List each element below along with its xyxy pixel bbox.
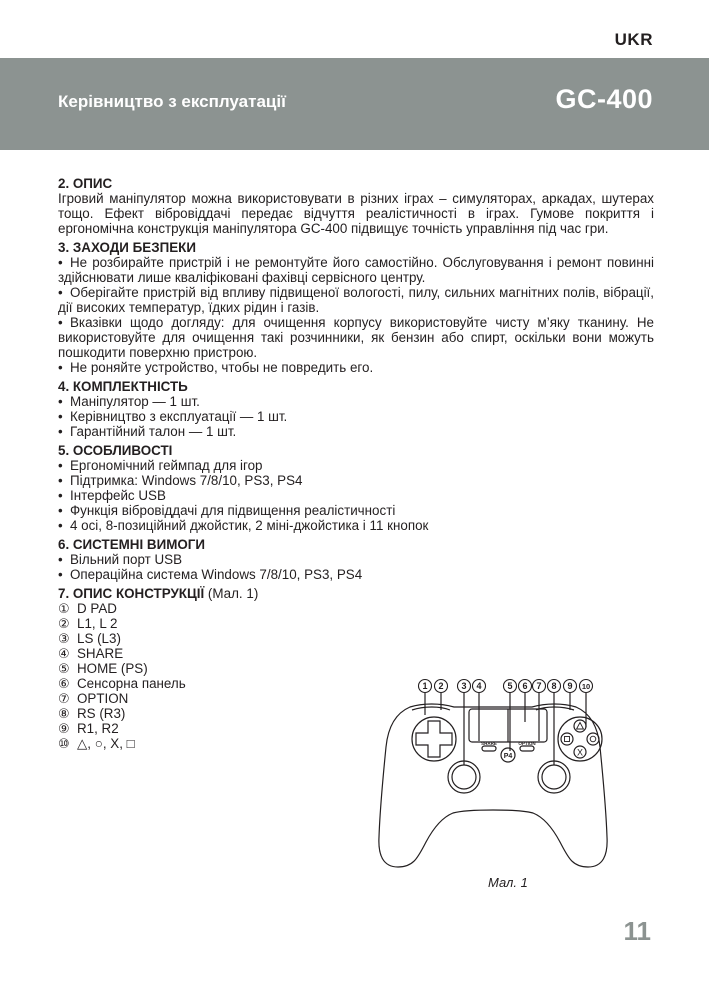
bullet-icon: •	[58, 424, 63, 439]
bullet-icon: •	[58, 255, 63, 270]
part-number: ⑤	[58, 661, 70, 676]
circle-button	[587, 733, 599, 745]
bullet-icon: •	[58, 409, 63, 424]
list-item: ⑧ RS (R3)	[58, 706, 126, 721]
list-item: • Вказівки щодо догляду: для очищення корпусу використовуйте чисту м’яку тканину. Не використовуйте для очищення такі розчинники, як бензин або спирт, оскільки вони можуть пошкодити поверхню пристрою.	[58, 315, 654, 360]
right-stick-cap	[542, 765, 566, 789]
section-description	[58, 176, 654, 236]
section-heading: 2. ОПИС	[58, 176, 113, 191]
list-item: • Операційна система Windows 7/8/10, PS3, PS4	[58, 567, 363, 582]
list-item: • Гарантійний талон — 1 шт.	[58, 424, 237, 439]
bullet-icon: •	[58, 503, 63, 518]
part-number: ⑩	[58, 736, 70, 751]
bullet-icon: •	[58, 552, 63, 567]
list-item: • Оберігайте пристрій від впливу підвищеної вологості, пилу, сильних магнітних полів, вібрації, дії високих температур, їдких рідин і газів.	[58, 285, 654, 315]
square-icon	[565, 737, 570, 742]
bullet-icon: •	[58, 285, 63, 300]
section-safety	[58, 240, 654, 375]
callout-number: 5	[507, 681, 513, 692]
gamepad-diagram	[378, 677, 608, 877]
package-list	[58, 394, 654, 439]
bullet-icon: •	[58, 394, 63, 409]
section-requirements	[58, 537, 654, 582]
callout-number: 9	[567, 681, 573, 692]
part-number: ②	[58, 616, 70, 631]
list-item: ③ LS (L3)	[58, 631, 121, 646]
right-stick	[538, 761, 570, 793]
manual-content	[58, 176, 654, 755]
triangle-icon	[577, 723, 584, 730]
option-label: OPTION	[518, 741, 536, 746]
list-item: • Вільний порт USB	[58, 552, 183, 567]
model-name: GC-400	[555, 84, 653, 114]
left-stick	[448, 761, 480, 793]
list-item: • Інтерфейс USB	[58, 488, 166, 503]
figure-reference: (Мал. 1)	[204, 586, 259, 601]
language-code: UKR	[614, 30, 653, 49]
bullet-icon: •	[58, 458, 63, 473]
bullet-icon: •	[58, 518, 63, 533]
cross-symbol: X	[576, 747, 584, 758]
list-item: ④ SHARE	[58, 646, 124, 661]
callout-number: 1	[422, 681, 428, 692]
callout-number: 7	[536, 681, 542, 692]
part-number: ⑦	[58, 691, 70, 706]
option-button	[520, 746, 534, 751]
list-item: • Не розбирайте пристрій і не ремонтуйте його самостійно. Обслуговування і ремонт повинні здійснювати лише кваліфіковані фахівці сервісного центру.	[58, 255, 654, 285]
description-text: Ігровий маніпулятор можна використовувати в різних іграх – симуляторах, аркадах, шутерах тощо. Ефект вібровіддачі передає відчуття реалістичності в іграх. Гумове покриття і ергономічна конструкція маніпулятора GC-400 підвищує точність управління під час гри.	[58, 191, 654, 236]
callout-number: 10	[581, 681, 591, 691]
section-heading: 7. ОПИС КОНСТРУКЦІЇ (Мал. 1)	[58, 586, 259, 601]
part-number: ①	[58, 601, 70, 616]
callout-number: 4	[476, 681, 482, 692]
figure-caption: Мал. 1	[488, 875, 528, 890]
home-label: P4	[503, 753, 513, 760]
left-stick-cap	[452, 765, 476, 789]
list-item: ⑨ R1, R2	[58, 721, 119, 736]
list-item: • Не роняйте устройство, чтобы не повредить его.	[58, 360, 374, 375]
bullet-icon: •	[58, 360, 63, 375]
list-item: ⑤ HOME (PS)	[58, 661, 148, 676]
list-item: ② L1, L 2	[58, 616, 118, 631]
share-button	[482, 746, 496, 751]
part-number: ③	[58, 631, 70, 646]
manual-title: Керівництво з експлуатації	[58, 92, 286, 111]
callout-number: 3	[461, 681, 467, 692]
list-item: • Функція вібровіддачі для підвищення реалістичності	[58, 503, 396, 518]
list-item: ⑩ △, ○, X, □	[58, 736, 135, 751]
list-item: • Маніпулятор — 1 шт.	[58, 394, 200, 409]
safety-list	[58, 255, 654, 375]
part-number: ④	[58, 646, 70, 661]
section-heading: 6. СИСТЕМНІ ВИМОГИ	[58, 537, 205, 552]
section-features	[58, 443, 654, 533]
list-item: ① D PAD	[58, 601, 117, 616]
list-item: • 4 осі, 8-позиційний джойстик, 2 міні-джойстика і 11 кнопок	[58, 518, 429, 533]
circle-icon	[590, 736, 596, 742]
callout-number: 6	[522, 681, 528, 692]
list-item: ⑦ OPTION	[58, 691, 129, 706]
list-item: • Підтримка: Windows 7/8/10, PS3, PS4	[58, 473, 303, 488]
bullet-icon: •	[58, 488, 63, 503]
section-package	[58, 379, 654, 439]
list-item: • Керівництво з експлуатації — 1 шт.	[58, 409, 288, 424]
dpad-icon	[416, 721, 452, 757]
features-list	[58, 458, 654, 533]
square-button	[561, 733, 573, 745]
header-band	[0, 58, 709, 150]
l1-button	[412, 707, 450, 710]
bullet-icon: •	[58, 567, 63, 582]
part-number: ⑥	[58, 676, 70, 691]
section-heading: 3. ЗАХОДИ БЕЗПЕКИ	[58, 240, 196, 255]
page-number: 11	[623, 916, 651, 946]
section-heading: 4. КОМПЛЕКТНІСТЬ	[58, 379, 188, 394]
gamepad-body	[379, 704, 607, 867]
bullet-icon: •	[58, 315, 63, 330]
callout-number: 2	[438, 681, 444, 692]
share-label: SHARE	[481, 741, 497, 746]
dpad-housing	[412, 717, 456, 761]
list-item: • Ергономічний геймпад для ігор	[58, 458, 263, 473]
requirements-list	[58, 552, 654, 582]
section-heading: 5. ОСОБЛИВОСТІ	[58, 443, 173, 458]
part-number: ⑨	[58, 721, 70, 736]
list-item: ⑥ Сенсорна панель	[58, 676, 186, 691]
callout-number: 8	[551, 681, 557, 692]
bullet-icon: •	[58, 473, 63, 488]
part-number: ⑧	[58, 706, 70, 721]
